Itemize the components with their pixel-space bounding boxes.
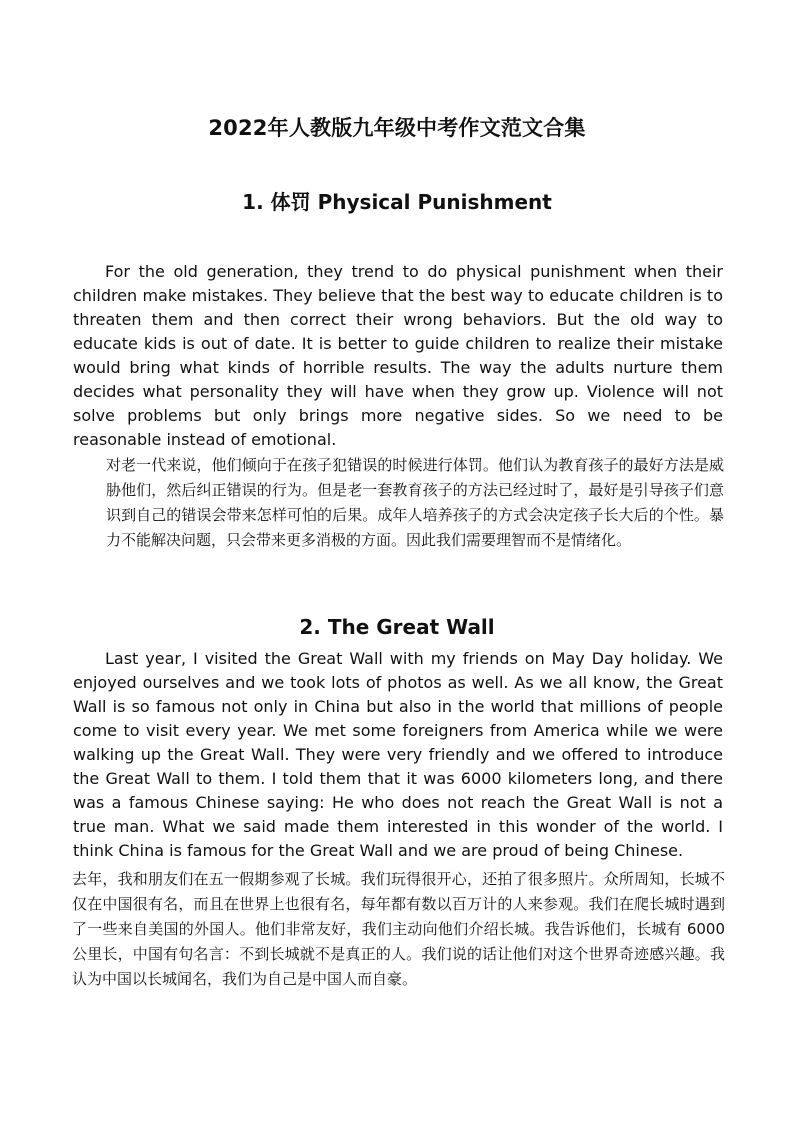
document-title: 2022年人教版九年级中考作文范文合集 [208, 116, 586, 141]
english-paragraph-great-wall: Last year, I visited the Great Wall with my friends on May Day holiday. We enjoyed ourselves and we took lots of photos as well. As we all know, the Great Wall is so famous not only in China but also in the world that millions of people come to visit every year. We met some foreigners from America while we were walking up the Great Wall. They were very friendly and we offered to introduce the Great Wall to them. I told them that it was 6000 kilometers long, and there was a famous Chinese saying: He who does not reach the Great Wall is not a true man. What we said made them interested in this wonder of the world. I think China is famous for the Great Wall and we are proud of being Chinese. [73, 649, 723, 860]
chinese-paragraph-physical-punishment: 对老一代来说，他们倾向于在孩子犯错误的时候进行体罚。他们认为教育孩子的最好方法是威胁他们，然后纠正错误的行为。但是老一套教育孩子的方法已经过时了，最好是引导孩子们意识到自己的错误会带来怎样可怕的后果。成年人培养孩子的方式会决定孩子长大后的个性。暴力不能解决问题，只会带来更多消极的方面。因此我们需要理智而不是情绪化。 [106, 456, 724, 549]
section-heading-physical-punishment: 1. 体罚 Physical Punishment [242, 189, 552, 214]
chinese-paragraph-great-wall: 去年，我和朋友们在五一假期参观了长城。我们玩得很开心，还拍了很多照片。众所周知，长城不仅在中国很有名，而且在世界上也很有名，每年都有数以百万计的人来参观。我们在爬长城时遇到了一些来自美国的外国人。他们非常友好，我们主动向他们介绍长城。我告诉他们，长城有 6000 公里长，中国有句名言：不到长城就不是真正的人。我们说的话让他们对这个世界奇迹感兴趣。我认为中国以长城闻名，我们为自己是中国人而自豪。 [72, 870, 725, 988]
english-paragraph-physical-punishment: For the old generation, they trend to do physical punishment when their children make mistakes. They believe that the best way to educate children is to threaten them and then correct their wrong behaviors. But the old way to educate kids is out of date. It is better to guide children to realize their mistake would bring what kinds of horrible results. The way the adults nurture them decides what personality they will have when they grow up. Violence will not solve problems but only brings more negative sides. So we need to be reasonable instead of emotional. [73, 262, 723, 449]
section-heading-great-wall: 2. The Great Wall [299, 614, 495, 639]
